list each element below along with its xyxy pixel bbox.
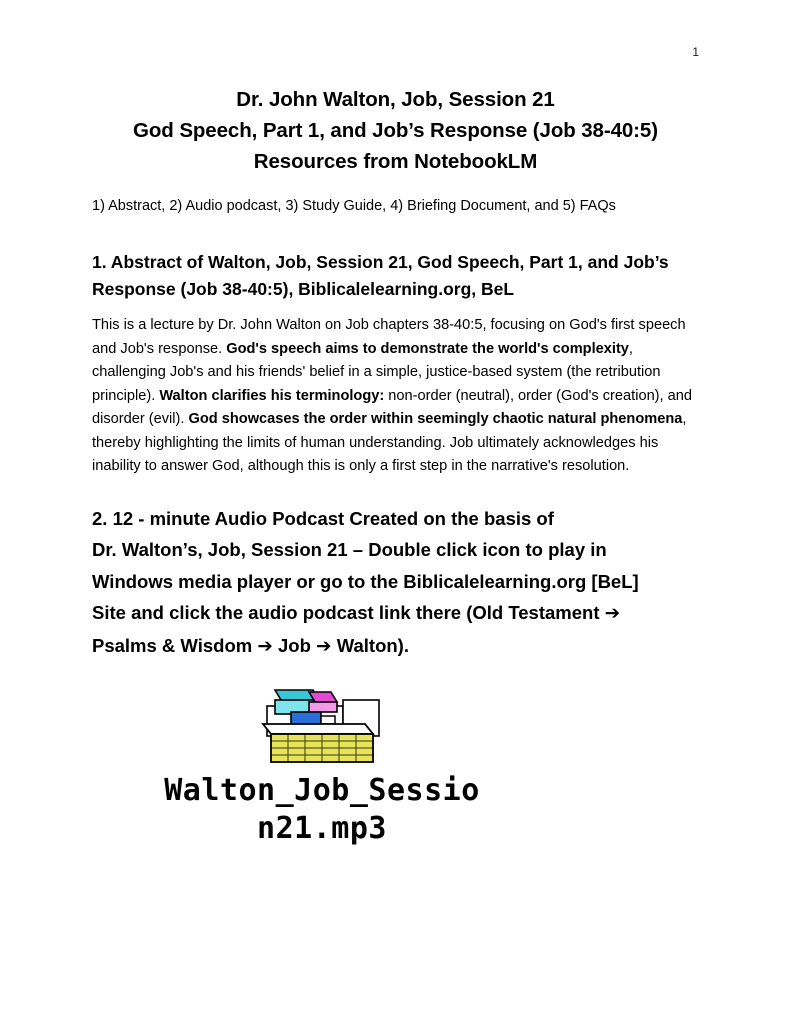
page-number: 1 — [692, 45, 699, 59]
section-2-heading-line-5-text-c: Walton). — [331, 634, 409, 656]
abstract-text-2: , challenging Job's and his friends' belief in a simple, justice-based system (the retribution principle). — [92, 340, 661, 404]
abstract-bold-3: God showcases the order within seemingly chaotic natural phenomena — [188, 411, 683, 427]
attachment-filename-line-2: n21.mp3 — [257, 811, 387, 846]
arrow-icon: ➔ — [257, 635, 273, 657]
abstract-text-3: non-order (neutral), order (God's creation), and disorder (evil). — [92, 387, 692, 427]
resources-list-line: 1) Abstract, 2) Audio podcast, 3) Study Guide, 4) Briefing Document, and 5) FAQs — [92, 198, 616, 214]
section-2-heading-line-4-text: Site and click the audio podcast link there (Old Testament — [92, 602, 605, 623]
section-1-paragraph — [92, 314, 699, 479]
arrow-icon: ➔ — [316, 635, 332, 657]
section-1-heading: 1. Abstract of Walton, Job, Session 21, God Speech, Part 1, and Job’s Response (Job 38-40:5), Biblicalelearning.org, BeL — [92, 252, 669, 299]
arrow-icon: ➔ — [604, 603, 621, 624]
document-title-block — [92, 0, 699, 177]
section-2-heading-line-1: 2. 12 - minute Audio Podcast Created on the basis of — [92, 507, 554, 529]
embedded-audio-attachment[interactable] — [92, 676, 552, 848]
media-package-icon[interactable] — [247, 676, 397, 768]
abstract-bold-1: God's speech aims to demonstrate the world's complexity — [226, 340, 629, 357]
section-2-heading-line-3: Windows media player or go to the Biblicalelearning.org [BeL] — [92, 570, 639, 592]
section-2-heading-line-5 — [92, 630, 699, 663]
abstract-text-1: This is a lecture by Dr. John Walton on Job chapters 38-40:5, focusing on God's first speech and Job's response. — [92, 317, 686, 357]
section-2-heading-line-4 — [92, 597, 699, 630]
section-2-heading — [92, 503, 699, 663]
abstract-bold-2: Walton clarifies his terminology: — [159, 387, 385, 404]
section-2-heading-line-2: Dr. Walton’s, Job, Session 21 – Double click icon to play in — [92, 539, 607, 560]
title-line-2: God Speech, Part 1, and Job’s Response (Job 38-40:5) — [133, 119, 658, 142]
title-line-3: Resources from NotebookLM — [253, 150, 538, 173]
attachment-filename-line-1: Walton_Job_Sessio — [164, 773, 480, 808]
title-line-1: Dr. John Walton, Job, Session 21 — [236, 88, 555, 111]
section-2-heading-line-5-text-a: Psalms & Wisdom — [92, 634, 258, 656]
abstract-text-4: , thereby highlighting the limits of human understanding. Job ultimately acknowledges his inability to answer God, although this is only a first step in the narrative's resolution. — [92, 411, 687, 474]
section-2-heading-line-5-text-b: Job — [272, 634, 317, 656]
attachment-filename — [92, 772, 552, 848]
